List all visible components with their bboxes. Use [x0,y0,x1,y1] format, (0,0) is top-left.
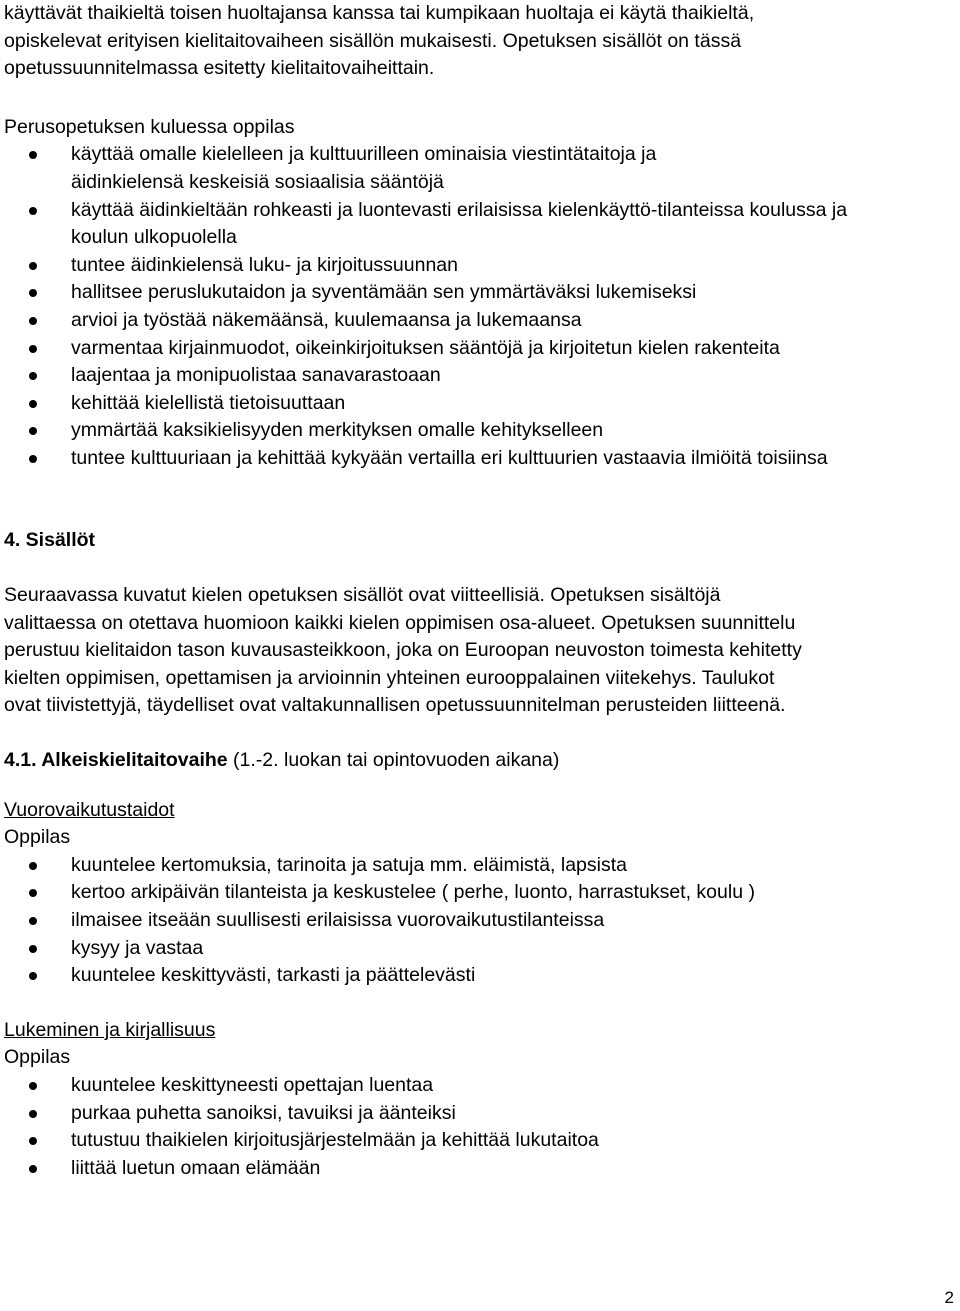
bullet-icon [29,345,37,353]
reading-lead: Oppilas [4,1046,71,1069]
list-item: kehittää kielellistä tietoisuuttaan [4,390,949,418]
reading-list [4,1072,949,1182]
section-4-1-title-bold: 4.1. Alkeiskielitaitovaihe [4,749,228,772]
list-item: käyttää äidinkieltään rohkeasti ja luontevasti erilaisissa kielenkäyttö-tilanteissa koulussa ja koulun ulkopuolella [4,197,949,252]
bullet-icon [29,889,37,897]
bullet-icon [29,262,37,270]
list-item: kuuntelee keskittyvästi, tarkasti ja päättelevästi [4,962,949,990]
list-item: kuuntelee kertomuksia, tarinoita ja satuja mm. eläimistä, lapsista [4,852,949,880]
section-4-title: 4. Sisällöt [4,528,96,551]
bullet-icon [29,151,37,159]
section-4-paragraph [4,582,949,720]
paragraph-line: Seuraavassa kuvatut kielen opetuksen sisällöt ovat viitteellisiä. Opetuksen sisältöjä [4,584,721,607]
bullet-icon [29,317,37,325]
paragraph-line: ovat tiivistettyjä, täydelliset ovat valtakunnallisen opetussuunnitelman perusteiden liitteenä. [4,694,786,717]
list-item: tuntee äidinkielensä luku- ja kirjoitussuunnan [4,252,949,280]
list-item: käyttää omalle kielelleen ja kulttuurilleen ominaisia viestintätaitoja ja äidinkielensä keskeisiä sosiaalisia sääntöjä [4,141,949,196]
goals-lead: Perusopetuksen kuluessa oppilas [4,115,295,138]
paragraph-line: kielten oppimisen, opettamisen ja arvioinnin yhteinen eurooppalainen viitekehys. Taulukot [4,666,775,689]
list-item: hallitsee peruslukutaidon ja syventämään sen ymmärtäväksi lukemiseksi [4,279,949,307]
document-page [4,0,949,1182]
bullet-icon [29,207,37,215]
bullet-icon [29,289,37,297]
interaction-lead: Oppilas [4,826,71,849]
list-item: arvioi ja työstää näkemäänsä, kuulemaansa ja lukemaansa [4,307,949,335]
bullet-icon [29,372,37,380]
list-item: tutustuu thaikielen kirjoitusjärjestelmään ja kehittää lukutaitoa [4,1127,949,1155]
interaction-list [4,852,949,990]
bullet-icon [29,400,37,408]
bullet-icon [29,945,37,953]
paragraph-line: valittaessa on otettava huomioon kaikki kielen oppimisen osa-alueet. Opetuksen suunnittelu [4,611,796,634]
section-4-1-title [4,747,949,775]
bullet-icon [29,427,37,435]
interaction-heading: Vuorovaikutustaidot [4,798,175,821]
list-item: purkaa puhetta sanoiksi, tavuiksi ja äänteiksi [4,1100,949,1128]
bullet-icon [29,1110,37,1118]
list-item: liittää luetun omaan elämään [4,1155,949,1183]
list-item: kertoo arkipäivän tilanteista ja keskustelee ( perhe, luonto, harrastukset, koulu ) [4,879,949,907]
reading-heading: Lukeminen ja kirjallisuus [4,1018,216,1041]
bullet-icon [29,917,37,925]
list-item: tuntee kulttuuriaan ja kehittää kykyään vertailla eri kulttuurien vastaavia ilmiöitä toisiinsa [4,445,949,473]
list-item: kysyy ja vastaa [4,935,949,963]
bullet-icon [29,455,37,463]
section-4-1-title-rest: (1.-2. luokan tai opintovuoden aikana) [227,749,560,772]
list-item: varmentaa kirjainmuodot, oikeinkirjoituksen sääntöjä ja kirjoitetun kielen rakenteita [4,335,949,363]
bullet-icon [29,1137,37,1145]
bullet-icon [29,972,37,980]
list-item: ilmaisee itseään suullisesti erilaisissa vuorovaikutustilanteissa [4,907,949,935]
intro-line: opetussuunnitelmassa esitetty kielitaitovaiheittain. [4,57,435,80]
bullet-icon [29,1165,37,1173]
bullet-icon [29,1082,37,1090]
page-number: 2 [944,1288,954,1307]
paragraph-line: perustuu kielitaidon tason kuvausasteikkoon, joka on Euroopan neuvoston toimesta kehitetty [4,639,802,662]
intro-line: käyttävät thaikieltä toisen huoltajansa kanssa tai kumpikaan huoltaja ei käytä thaikieltä, [4,2,755,24]
list-item: laajentaa ja monipuolistaa sanavarastoaan [4,362,949,390]
goals-list [4,141,949,472]
list-item: kuuntelee keskittyneesti opettajan luentaa [4,1072,949,1100]
list-item: ymmärtää kaksikielisyyden merkityksen omalle kehitykselleen [4,417,949,445]
intro-paragraph [4,0,949,83]
bullet-icon [29,862,37,870]
intro-line: opiskelevat erityisen kielitaitovaiheen sisällön mukaisesti. Opetuksen sisällöt on tässä [4,29,742,52]
